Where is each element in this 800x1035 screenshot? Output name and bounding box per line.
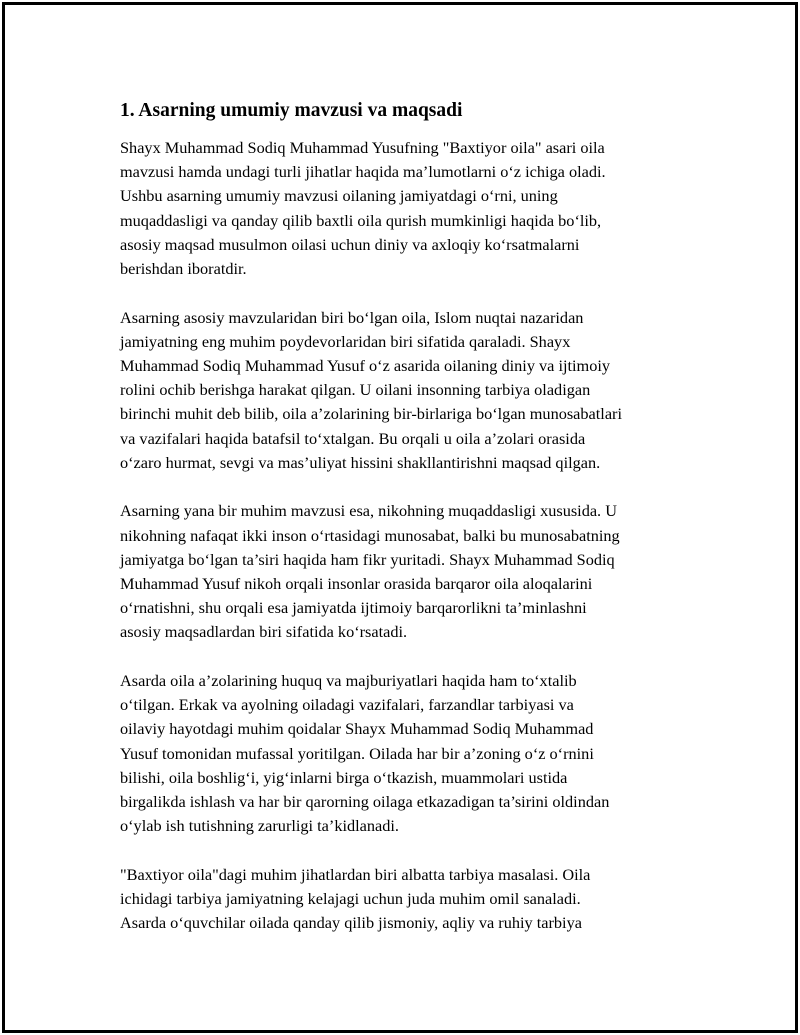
- text-line: Yusuf tomonidan mufassal yoritilgan. Oilada har bir a’zoning o‘z o‘rnini: [120, 743, 594, 763]
- text-line: Asarning yana bir muhim mavzusi esa, nikohning muqaddasligi xususida. U: [120, 501, 617, 521]
- document-body: [120, 97, 700, 960]
- section-title: 1. Asarning umumiy mavzusi va maqsadi: [120, 100, 463, 121]
- text-line: jamiyatga bo‘lgan ta’siri haqida ham fikr yuritadi. Shayx Muhammad Sodiq: [120, 549, 615, 569]
- text-line: o‘ylab ish tutishning zarurligi ta’kidlanadi.: [120, 816, 399, 836]
- text-line: va vazifalari haqida batafsil to‘xtalgan. Bu orqali u oila a’zolari orasida: [120, 428, 586, 448]
- text-line: o‘zaro hurmat, sevgi va mas’uliyat hissini shakllantirishni maqsad qilgan.: [120, 452, 601, 472]
- text-line: muqaddasligi va qanday qilib baxtli oila qurish mumkinligi haqida bo‘lib,: [120, 210, 602, 230]
- text-line: Muhammad Sodiq Muhammad Yusuf o‘z asarida oilaning diniy va ijtimoiy: [120, 356, 611, 376]
- paragraph-2: [120, 306, 700, 475]
- text-line: birinchi muhit deb bilib, oila a’zolarining bir-birlariga bo‘lgan munosabatlari: [120, 404, 622, 424]
- text-line: birgalikda ishlash va har bir qarorning oilaga etkazadigan ta’sirini oldindan: [120, 792, 610, 812]
- text-line: nikohning nafaqat ikki inson o‘rtasidagi munosabat, balki bu munosabatning: [120, 525, 620, 545]
- text-line: Ushbu asarning umumiy mavzusi oilaning jamiyatdagi o‘rni, uning: [120, 186, 558, 206]
- text-line: asosiy maqsad musulmon oilasi uchun diniy va axloqiy ko‘rsatmalarni: [120, 234, 580, 254]
- text-line: rolini ochib berishga harakat qilgan. U oilani insonning tarbiya oladigan: [120, 380, 591, 400]
- text-line: bilishi, oila boshlig‘i, yig‘inlarni birga o‘tkazish, muammolari ustida: [120, 767, 568, 787]
- text-line: "Baxtiyor oila"dagi muhim jihatlardan biri albatta tarbiya masalasi. Oila: [120, 864, 591, 884]
- text-line: Asarning asosiy mavzularidan biri bo‘lgan oila, Islom nuqtai nazaridan: [120, 307, 584, 327]
- page-frame: [2, 2, 798, 1033]
- text-line: Shayx Muhammad Sodiq Muhammad Yusufning "Baxtiyor oila" asari oila: [120, 138, 605, 157]
- paragraph-5: [120, 863, 700, 936]
- paragraph-3: [120, 499, 700, 644]
- paragraph-4: [120, 669, 700, 838]
- text-line: Muhammad Yusuf nikoh orqali insonlar orasida barqaror oila aloqalarini: [120, 574, 593, 594]
- paragraph-1: [120, 136, 700, 281]
- text-line: oilaviy hayotdagi muhim qoidalar Shayx Muhammad Sodiq Muhammad: [120, 719, 594, 739]
- text-line: ichidagi tarbiya jamiyatning kelajagi uchun juda muhim omil sanaladi.: [120, 889, 581, 909]
- text-line: o‘tilgan. Erkak va ayolning oiladagi vazifalari, farzandlar tarbiyasi va: [120, 695, 574, 715]
- text-line: jamiyatning eng muhim poydevorlaridan biri sifatida qaraladi. Shayx: [120, 331, 571, 351]
- text-line: asosiy maqsadlardan biri sifatida ko‘rsatadi.: [120, 622, 408, 642]
- text-line: Asarda oila a’zolarining huquq va majburiyatlari haqida ham to‘xtalib: [120, 671, 577, 691]
- text-line: o‘rnatishni, shu orqali esa jamiyatda ijtimoiy barqarorlikni ta’minlashni: [120, 598, 587, 618]
- text-line: Asarda o‘quvchilar oilada qanday qilib jismoniy, aqliy va ruhiy tarbiya: [120, 913, 582, 933]
- text-line: mavzusi hamda undagi turli jihatlar haqida ma’lumotlarni o‘z ichiga oladi.: [120, 162, 606, 182]
- text-line: berishdan iboratdir.: [120, 259, 247, 279]
